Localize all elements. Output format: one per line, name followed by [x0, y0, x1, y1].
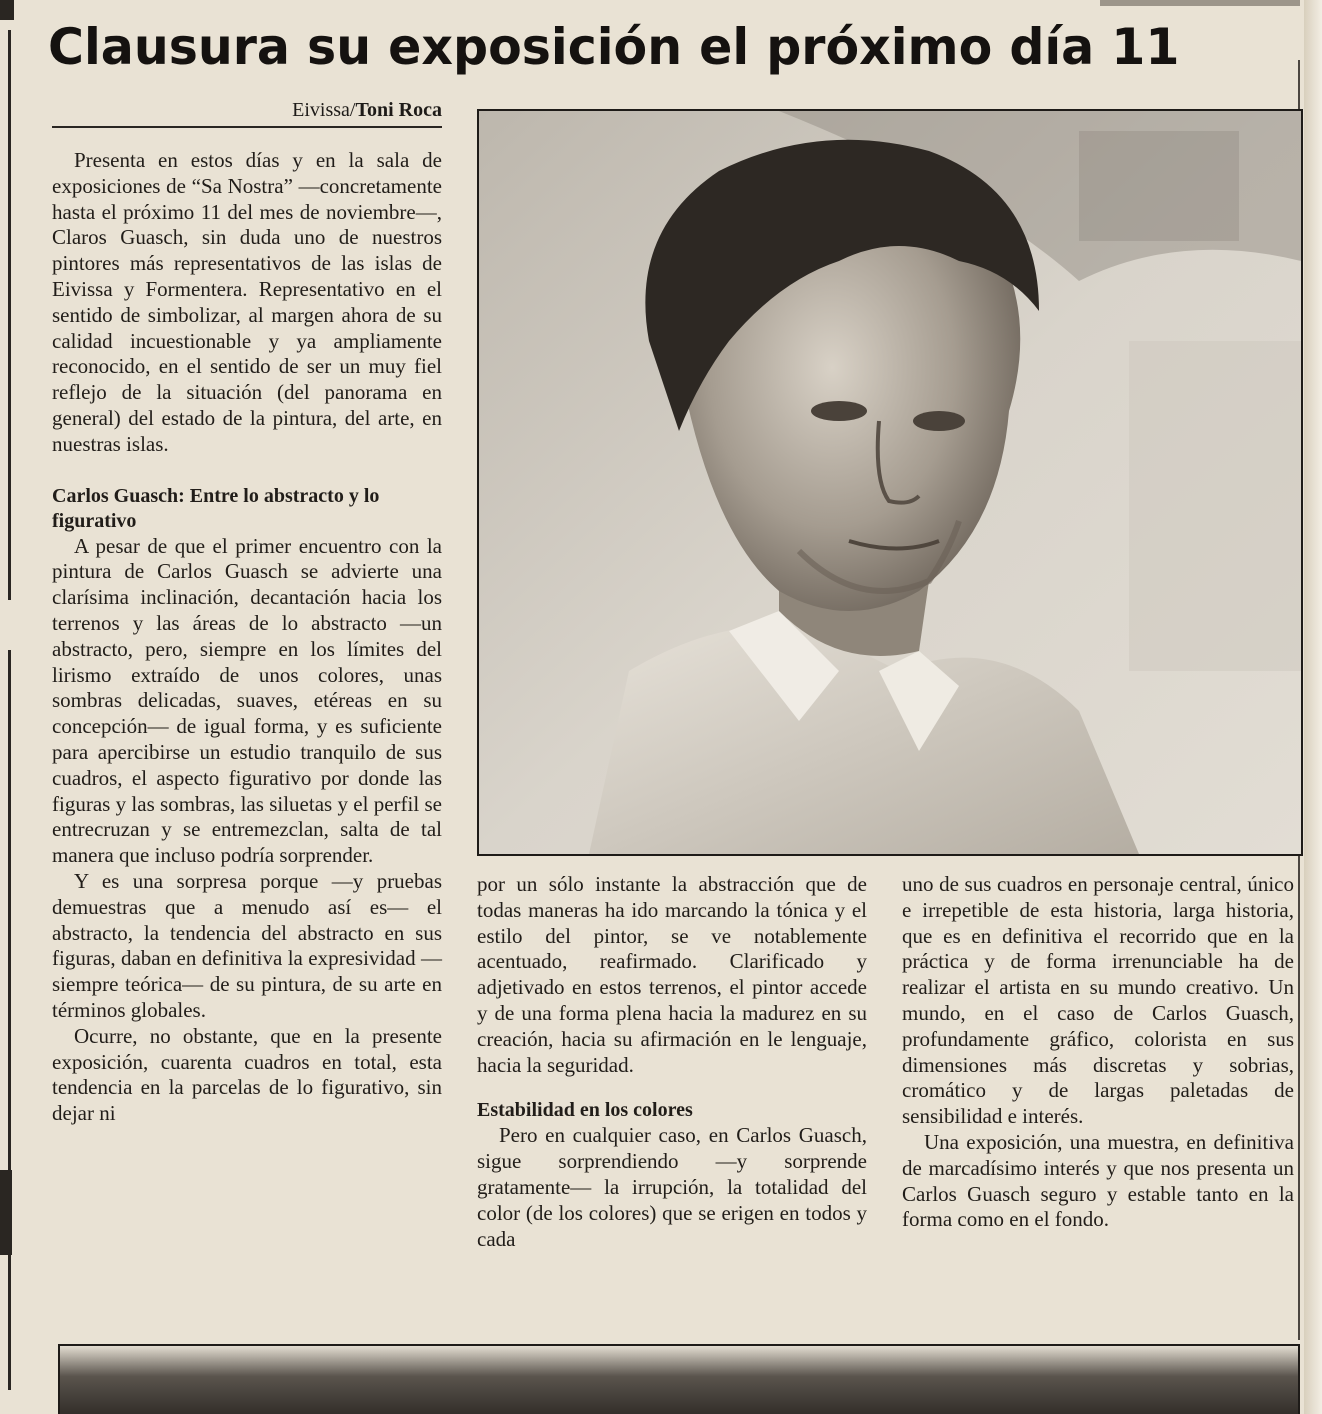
- subheading-abstract-figurative: Carlos Guasch: Entre lo abstracto y lo figurativo: [52, 484, 380, 532]
- portrait-photo: [477, 109, 1303, 856]
- column-3: [902, 872, 1294, 1233]
- paragraph-colors-cont: uno de sus cuadros en personaje central, único e irrepetible de esta historia, larga historia, que es en definitiva el recorrido que en la práctica y de forma irrenunciable ha de realizar el artista en su mundo creativo. Un mundo, en el caso de Carlos Guasch, profundamente gráfico, colorista en sus dimensiones más discretas y sobrias, cromático y de largas paletadas de sensibilidad e interés.: [902, 872, 1294, 1129]
- page-edge-right: [1304, 0, 1322, 1414]
- margin-fragment-lower: [0, 1170, 12, 1255]
- byline: [52, 96, 442, 128]
- column-rule-left: [8, 30, 11, 600]
- paragraph-closing: Una exposición, una muestra, en definitiva de marcadísimo interés y que nos presenta un Carlos Guasch seguro y estable tanto en la forma como en el fondo.: [902, 1129, 1294, 1232]
- column-rule-left-lower: [8, 650, 11, 1390]
- paragraph-abstract: A pesar de que el primer encuentro con la pintura de Carlos Guasch se advierte una clarísima inclinación, decantación hacia los terrenos y las áreas de lo abstracto —un abstracto, pero, siempre en los límites del lirismo extraído de unos colores, unas sombras delicadas, suaves, etéreas en su concepción— de igual forma, y es suficiente para apercibirse un estudio tranquilo de sus cuadros, el aspecto figurativo por donde las figuras y las sombras, las siluetas y el perfil se entrecruzan y se entremezclan, salta de tal manera que incluso podría sorprender.: [52, 533, 442, 868]
- paragraph-intro: Presenta en estos días y en la sala de exposiciones de “Sa Nostra” —concretamente hasta el próximo 11 del mes de noviembre—, Claros Guasch, sin duda uno de nuestros pintores más representativos de las islas de Eivissa y Formentera. Representativo en el sentido de simbolizar, al margen ahora de su calidad incuestionable y ya ampliamente reconocido, en el sentido de ser un muy fiel reflejo de la situación (del panorama en general) del estado de la pintura, del arte, en nuestras islas.: [52, 148, 442, 456]
- portrait-illustration: [479, 111, 1301, 854]
- byline-author: Toni Roca: [355, 99, 442, 121]
- paragraph-exhibition-start: Ocurre, no obstante, que en la presente exposición, cuarenta cuadros en total, esta tendencia en la parcelas de lo figurativo, sin dejar ni: [52, 1023, 442, 1126]
- paragraph-colors-start: Pero en cualquier caso, en Carlos Guasch, sigue sorprendiendo —y sorprende gratamente— la irrupción, la totalidad del color (de los colores) que se erigen en todos y cada: [477, 1123, 867, 1251]
- column-1: [52, 148, 442, 1127]
- margin-fragment: [0, 0, 14, 20]
- top-edge-fragment: [1100, 0, 1300, 6]
- byline-place: Eivissa/: [292, 99, 356, 121]
- subheading-colors: Estabilidad en los colores: [477, 1099, 693, 1122]
- paragraph-exhibition-cont: por un sólo instante la abstracción que de todas maneras ha ido marcando la tónica y el estilo del pintor, se ve notablemente acentuado, reafirmado. Clarificado y adjetivado en estos terrenos, el pintor accede y de una forma plena hacia la madurez en su creación, hacia su afirmación en le lenguaje, hacia la seguridad.: [477, 872, 867, 1077]
- paragraph-surprise: Y es una sorpresa porque —y pruebas demuestras que a menudo así es— el abstracto, la tendencia del abstracto en sus figuras, daban en definitiva la expresividad —siempre teórica— de su pintura, de su arte en términos globales.: [52, 868, 442, 1022]
- column-2: [477, 872, 867, 1252]
- next-article-photo: [58, 1344, 1300, 1414]
- headline: Clausura su exposición el próximo día 11: [48, 18, 1180, 76]
